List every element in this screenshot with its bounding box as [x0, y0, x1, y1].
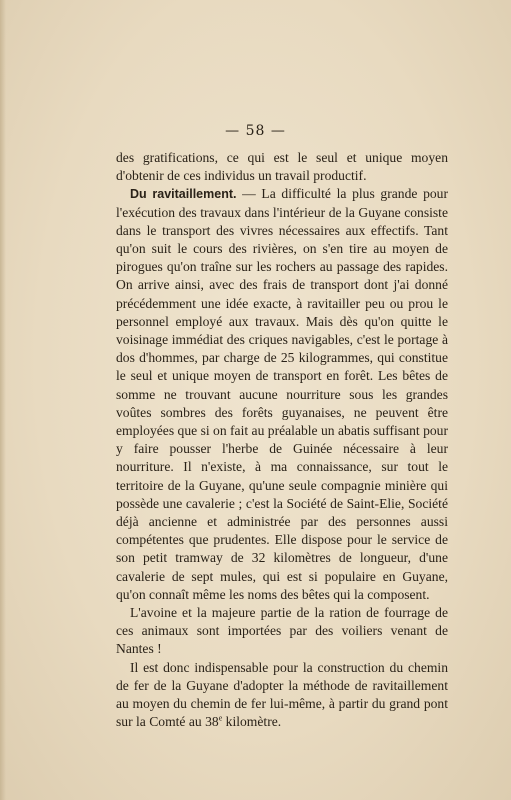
page-edge-shadow [0, 0, 6, 800]
paragraph-text: Il est donc indispensable pour la construction du chemin de fer de la Guyane d'adopter la méthode de ravitaillement au moyen du chemin de fer lui-même, à partir du grand pont sur la Comté au 38 [116, 659, 448, 730]
paragraph-tail: kilomètre. [222, 714, 282, 730]
body-text [116, 149, 448, 732]
paragraph-ravitaillement [116, 185, 448, 604]
superscript: e [218, 713, 223, 723]
paragraph-continuation [116, 149, 448, 185]
paragraph-avoine [116, 604, 448, 659]
paragraph-text: — La difficulté la plus grande pour l'exécution des travaux dans l'intérieur de la Guyane consiste dans le transport des vivres nécessaires aux effectifs. Tant qu'on suit le cours des rivières, on s'en tire au moyen de pirogues qu'on traîne sur les rochers au passage des rapides. On arrive ainsi, avec des frais de transport dont j'ai donné précédemment une idée exacte, à ravitailler peu ou prou le personnel employé aux travaux. Mais dès qu'on quitte le voisinage immédiat des criques navigables, c'est le portage à dos d'hommes, par charge de 25 kilogrammes, qui constitue le seul et unique moyen de transport en forêt. Les bêtes de somme ne trouvant aucune nourriture sous les grandes voûtes sombres des forêts guyanaises, ne peuvent être employées que si on fait au préalable un abatis suffisant pour y faire pousser l'herbe de Guinée nécessaire à leur nourriture. Il n'existe, à ma connaissance, sur tout le territoire de la Guyane, qu'une seule compagnie minière qui possède une cavalerie ; c'est la Société de Saint-Elie, Société déjà ancienne et administrée par des personnes aussi compétentes que prudentes. Elle dispose pour le service de son petit tramway de 32 kilomètres de longueur, d'une cavalerie de sept mules, qui est si populaire en Guyane, qu'on connaît même les noms des bêtes qui la composent. [116, 186, 448, 602]
paragraph-chemin-de-fer [116, 659, 448, 732]
paragraph-text: des gratifications, ce qui est le seul et unique moyen d'obtenir de ces individus un travail productif. [116, 150, 448, 184]
section-heading: Du ravitaillement. [130, 187, 237, 202]
page-number: — 58 — [225, 123, 286, 139]
paragraph-text: L'avoine et la majeure partie de la ration de fourrage de ces animaux sont importées par des voiliers venant de Nantes ! [116, 605, 448, 657]
